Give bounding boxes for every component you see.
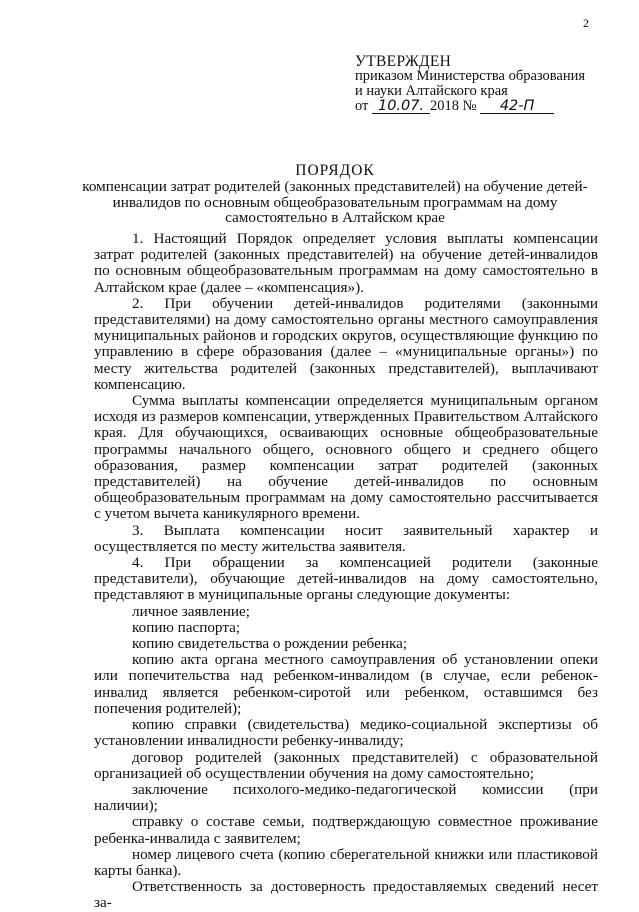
approval-ministry-line: и науки Алтайского края — [355, 83, 508, 99]
paragraph-3: 3. Выплата компенсации носит заявительный характер и осуществляется по месту жительства заявителя. — [94, 521, 598, 555]
document-title: ПОРЯДОК — [295, 162, 375, 179]
date-prefix: от — [355, 98, 369, 114]
paragraph-2: 2. При обучении детей-инвалидов родителями (законными представителями) на дому самостоятельно органы местного самоуправления муниципальных районов и городских округов, осуществляющие функцию по управлению в сфере образования (далее – «муниципальные органы») по месту жительства родителей (законных представителей), выплачивают компенсацию. — [94, 294, 598, 393]
approval-block — [355, 54, 615, 114]
list-item-birth-certificate: копию свидетельства о рождении ребенка; — [132, 635, 408, 653]
list-item-account-number: номер лицевого счета (копию сберегательной книжки или пластиковой карты банка). — [94, 845, 598, 879]
document-subtitle: компенсации затрат родителей (законных представителей) на обучение детей-инвалидов по основным общеобразовательным программам на дому самостоятельно в Алтайском крае — [82, 178, 588, 227]
list-item-disability-certificate: копию справки (свидетельства) медико-социальной экспертизы об установлении инвалидности ребенку-инвалиду; — [94, 716, 598, 750]
paragraph-1: 1. Настоящий Порядок определяет условия выплаты компенсации затрат родителей (законных представителей) на обучение детей-инвалидов по основным общеобразовательным программам на дому самостоятельно в Алтайском крае (далее – «компенсация»). — [94, 230, 598, 296]
list-item-passport: копию паспорта; — [132, 618, 241, 636]
document-header — [75, 163, 595, 226]
approval-date-line — [355, 99, 615, 114]
approval-title: УТВЕРЖДЕН — [355, 53, 452, 70]
list-item-pmpk-conclusion: заключение психолого-медико-педагогической комиссии (при наличии); — [94, 780, 598, 815]
handwritten-order-number: 42-П — [480, 99, 554, 114]
list-item-guardianship-act: копию акта органа местного самоуправления об установлении опеки или попечительства над ребенком-инвалидом (в случае, если ребенок-инвалид является ребенком-сиротой или ребенком, оставшимся без попечения родителей); — [94, 651, 598, 717]
list-item-statement: личное заявление; — [132, 602, 251, 620]
list-item-education-contract: договор родителей (законных представителей) с образовательной организацией об осуществлении обучения на дому самостоятельно; — [94, 748, 598, 782]
paragraph-responsibility: Ответственность за достоверность предоставляемых сведений несет за- — [94, 878, 598, 912]
page-number: 2 — [583, 16, 589, 30]
approval-order-line: приказом Министерства образования — [355, 68, 586, 84]
list-item-family-certificate: справку о составе семьи, подтверждающую совместное проживание ребенка-инвалида с заявителем; — [94, 813, 598, 847]
document-body — [94, 231, 598, 912]
handwritten-date: 10.07. — [372, 99, 430, 114]
paragraph-4: 4. При обращении за компенсацией родители (законные представители), обучающие детей-инвалидов на дому самостоятельно, представляют в муниципальные органы следующие документы: — [94, 554, 598, 604]
paragraph-compensation-amount: Сумма выплаты компенсации определяется муниципальным органом исходя из размеров компенсации, утвержденных Правительством Алтайского края. Для обучающихся, осваивающих основные общеобразовательные программы начального общего, основного общего и среднего общего образования, размер компенсации затрат родителей (законных представителей) на обучение детей-инвалидов по основным общеобразовательным программам на дому самостоятельно рассчитывается с учетом вычета каникулярного времени. — [94, 392, 598, 523]
year-text: 2018 № — [430, 98, 477, 114]
